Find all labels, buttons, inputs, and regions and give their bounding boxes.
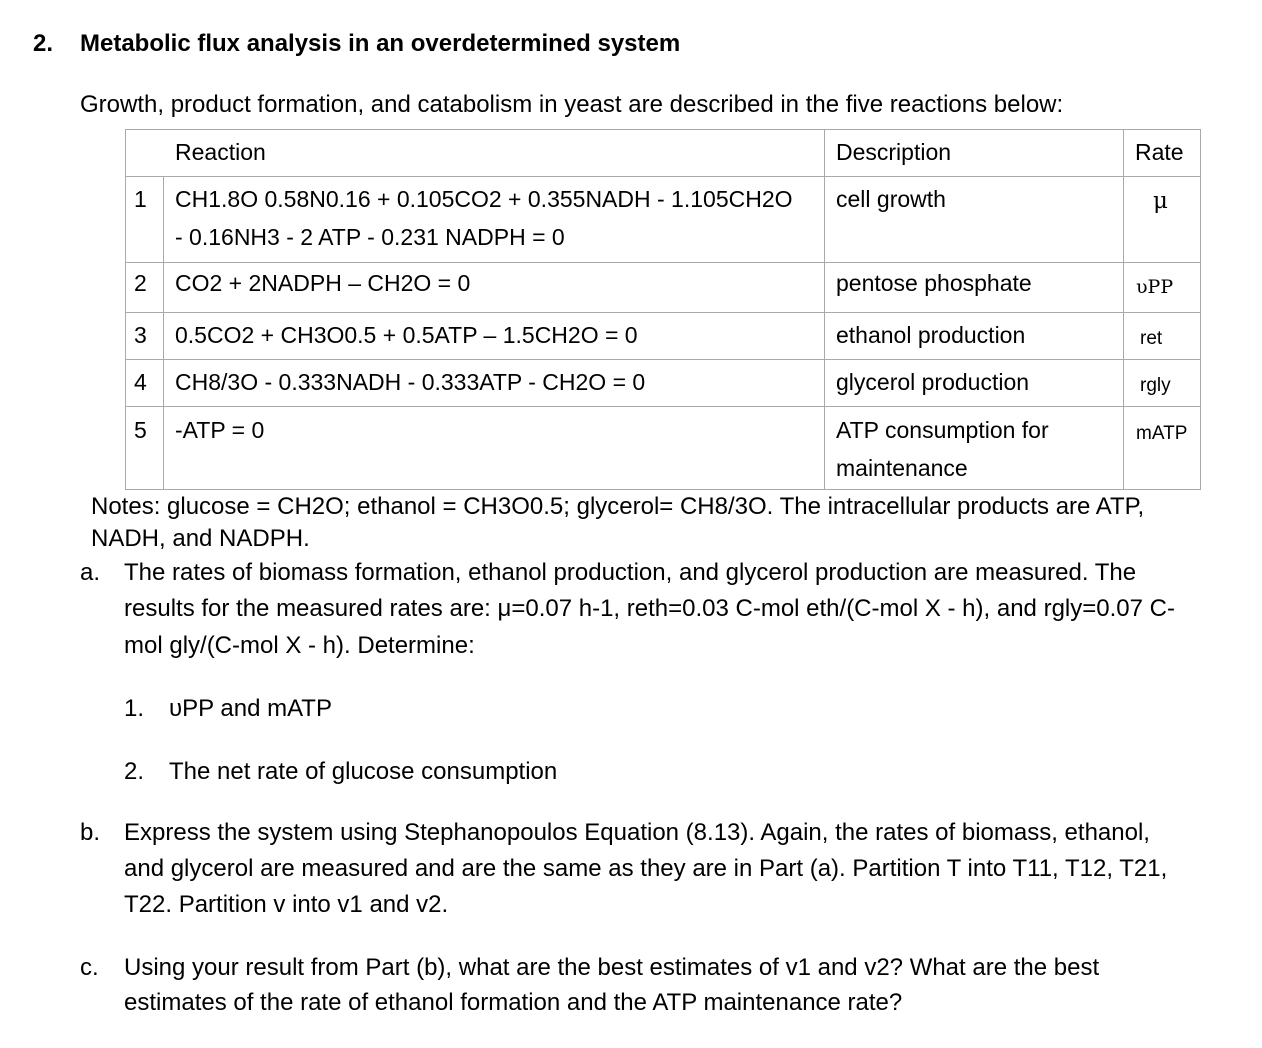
rate-4: rgly (1140, 375, 1171, 396)
part-a-item-2: The net rate of glucose consumption (169, 758, 558, 785)
rate-1: μ (1153, 188, 1168, 214)
part-a-label: a. (80, 559, 101, 586)
table-divider (1123, 129, 1124, 490)
reaction-1-line1: CH1.8O 0.58N0.16 + 0.105CO2 + 0.355NADH - 1.105CH2O (175, 186, 793, 212)
header-reaction: Reaction (175, 139, 266, 165)
reaction-1-line2: - 0.16NH3 - 2 ATP - 0.231 NADPH = 0 (175, 224, 565, 250)
description-3: ethanol production (836, 322, 1026, 348)
rate-2: υPP (1136, 276, 1174, 298)
part-a-item-number: 2. (124, 758, 145, 785)
description-4: glycerol production (836, 369, 1030, 395)
header-rate: Rate (1135, 139, 1184, 165)
rate-5: mATP (1136, 423, 1188, 444)
part-b-line2: and glycerol are measured and are the same as they are in Part (a). Partition T into T11, T12, T21, (124, 855, 1168, 882)
row-number: 4 (134, 369, 147, 395)
table-divider (125, 406, 1201, 407)
table-divider (163, 176, 164, 490)
part-a-item-1: υPP and mATP (169, 695, 332, 722)
header-description: Description (836, 139, 952, 165)
description-5-line2: maintenance (836, 455, 968, 481)
part-c-line2: estimates of the rate of ethanol formation and the ATP maintenance rate? (124, 989, 903, 1016)
part-a-line1: The rates of biomass formation, ethanol production, and glycerol production are measured. The (124, 559, 1137, 586)
part-a-line2: results for the measured rates are: μ=0.07 h-1, reth=0.03 C-mol eth/(C-mol X - h), and rgly=0.07 C- (124, 595, 1175, 622)
reaction-2: CO2 + 2NADPH – CH2O = 0 (175, 270, 471, 296)
part-b-label: b. (80, 819, 101, 846)
notes-line1: Notes: glucose = CH2O; ethanol = CH3O0.5; glycerol= CH8/3O. The intracellular products are ATP, (91, 493, 1145, 520)
table-divider (125, 262, 1201, 263)
description-5-line1: ATP consumption for (836, 417, 1049, 443)
part-b-line3: T22. Partition v into v1 and v2. (124, 891, 449, 918)
description-2: pentose phosphate (836, 270, 1032, 296)
section-title: Metabolic flux analysis in an overdetermined system (80, 30, 681, 57)
reaction-5: -ATP = 0 (175, 417, 265, 443)
row-number: 1 (134, 186, 147, 212)
section-number: 2. (33, 30, 54, 57)
row-number: 5 (134, 417, 147, 443)
row-number: 3 (134, 322, 147, 348)
table-divider (125, 312, 1201, 313)
table-divider (125, 359, 1201, 360)
part-a-line3: mol gly/(C-mol X - h). Determine: (124, 632, 475, 659)
notes-line2: NADH, and NADPH. (91, 525, 310, 552)
description-1: cell growth (836, 186, 946, 212)
table-divider (125, 176, 1201, 177)
row-number: 2 (134, 270, 147, 296)
reaction-4: CH8/3O - 0.333NADH - 0.333ATP - CH2O = 0 (175, 369, 646, 395)
table-divider (824, 129, 825, 490)
reaction-3: 0.5CO2 + CH3O0.5 + 0.5ATP – 1.5CH2O = 0 (175, 322, 638, 348)
part-b-line1: Express the system using Stephanopoulos Equation (8.13). Again, the rates of biomass, ethanol, (124, 819, 1150, 846)
part-a-item-number: 1. (124, 695, 145, 722)
intro-text: Growth, product formation, and catabolism in yeast are described in the five reactions below: (80, 91, 1064, 118)
rate-3: ret (1140, 328, 1163, 349)
part-c-label: c. (80, 954, 99, 981)
part-c-line1: Using your result from Part (b), what are the best estimates of v1 and v2? What are the best (124, 954, 1100, 981)
